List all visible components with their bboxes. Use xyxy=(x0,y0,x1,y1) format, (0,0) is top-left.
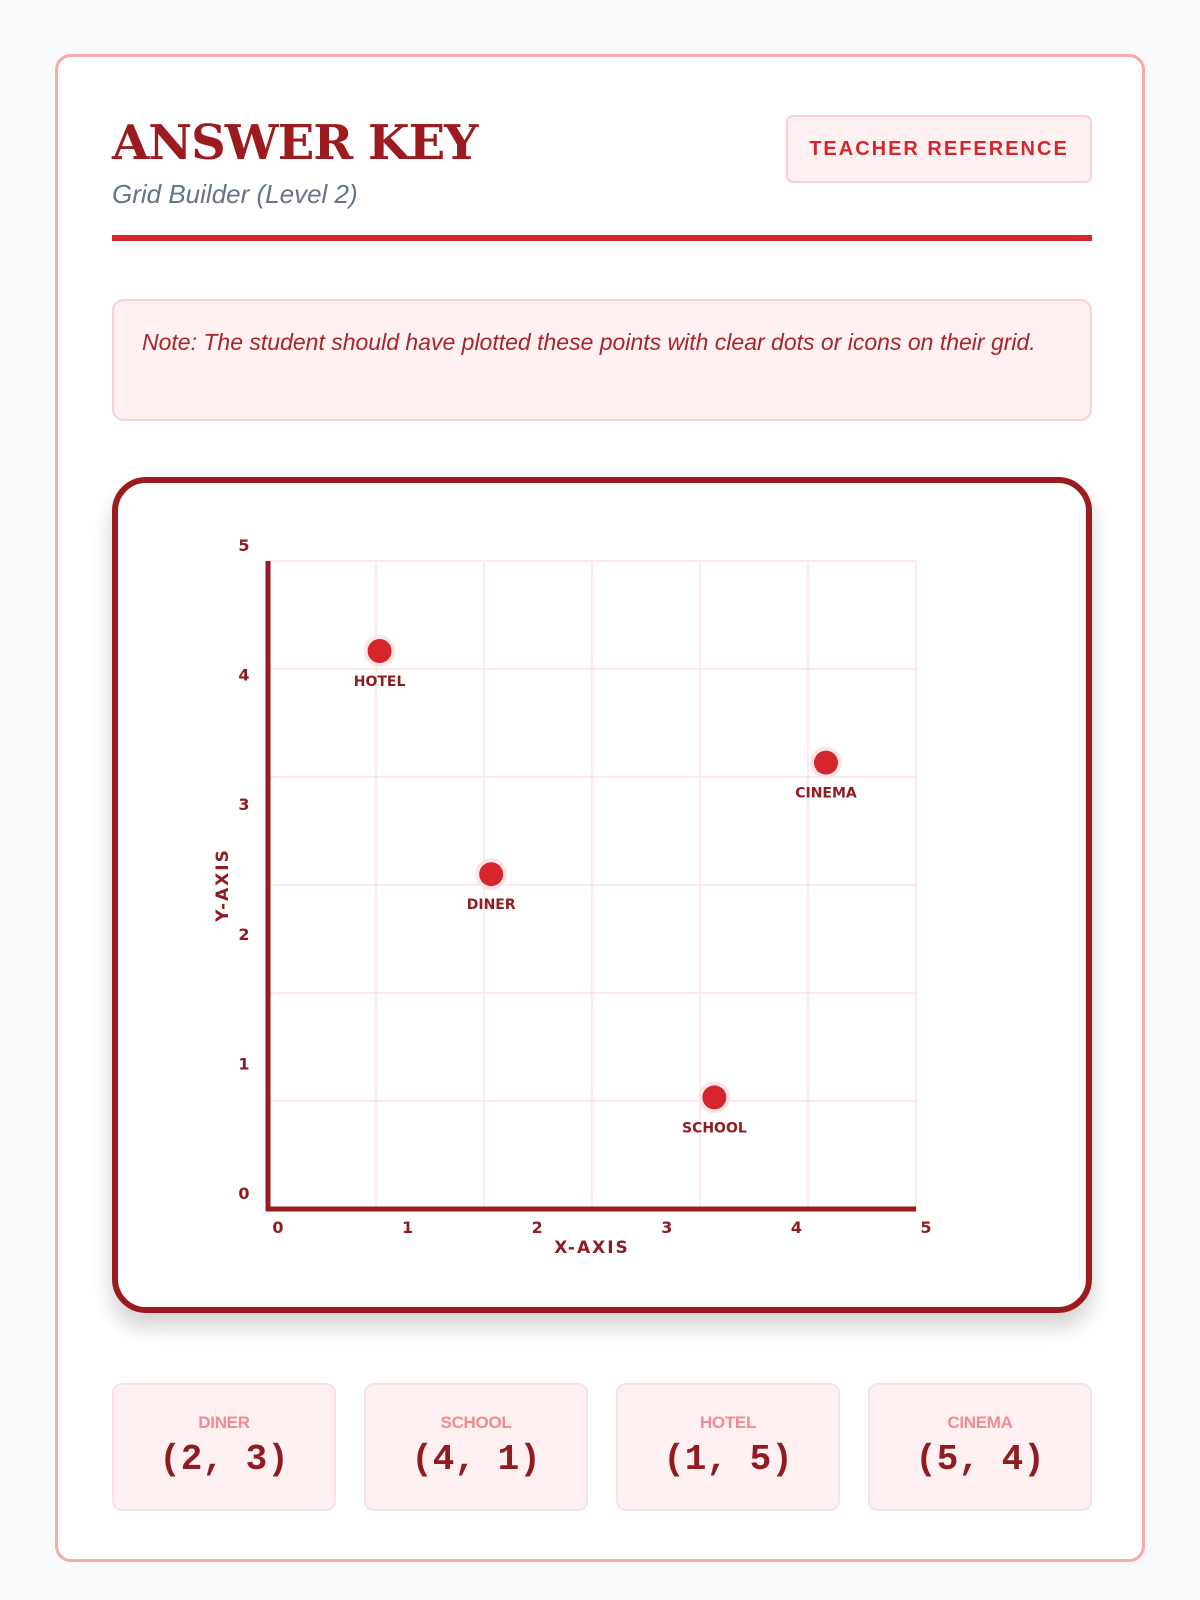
x-axis-title: X-AXIS xyxy=(554,1238,630,1258)
answer-cards xyxy=(112,1383,1092,1511)
y-axis-title: Y-AXIS xyxy=(213,848,233,922)
answer-card-coordinate: (5, 4) xyxy=(915,1439,1045,1480)
y-tick-label: 2 xyxy=(238,924,250,944)
teacher-reference-badge: TEACHER REFERENCE xyxy=(786,115,1092,183)
x-tick-label: 2 xyxy=(531,1218,543,1237)
answer-card-school xyxy=(364,1383,588,1511)
axes xyxy=(266,561,916,1211)
point-hotel xyxy=(354,635,406,690)
point-label: DINER xyxy=(466,897,516,914)
grid-lines xyxy=(268,561,916,1209)
x-tick-label: 1 xyxy=(402,1218,414,1237)
answer-card-coordinate: (1, 5) xyxy=(663,1439,793,1480)
point-dot xyxy=(479,862,503,886)
x-tick-label: 0 xyxy=(272,1218,284,1237)
teacher-note: Note: The student should have plotted these points with clear dots or icons on their grid. xyxy=(112,299,1092,421)
answer-card-diner xyxy=(112,1383,336,1511)
point-dot xyxy=(368,639,392,663)
tick-labels xyxy=(238,536,931,1237)
answer-card-label: CINEMA xyxy=(947,1413,1013,1432)
y-tick-label: 3 xyxy=(238,795,250,815)
header xyxy=(112,115,1092,245)
page-title: ANSWER KEY xyxy=(112,115,478,171)
x-tick-label: 5 xyxy=(920,1218,932,1237)
coordinate-grid-chart xyxy=(118,483,1086,1307)
answer-card-coordinate: (2, 3) xyxy=(159,1439,289,1480)
point-label: HOTEL xyxy=(353,674,406,690)
x-tick-label: 3 xyxy=(661,1218,673,1237)
answer-card-coordinate: (4, 1) xyxy=(411,1439,541,1480)
y-tick-label: 0 xyxy=(238,1184,250,1203)
answer-card-label: HOTEL xyxy=(699,1413,757,1432)
answer-card-cinema xyxy=(868,1383,1092,1511)
point-school xyxy=(682,1081,747,1136)
page-subtitle: Grid Builder (Level 2) xyxy=(112,179,358,209)
y-tick-label: 5 xyxy=(238,536,250,555)
header-divider xyxy=(112,235,1092,241)
answer-card-hotel xyxy=(616,1383,840,1511)
point-cinema xyxy=(795,747,857,802)
coordinate-grid-card xyxy=(112,477,1092,1313)
answer-card-label: SCHOOL xyxy=(440,1413,512,1432)
point-dot xyxy=(814,751,838,775)
x-tick-label: 4 xyxy=(790,1218,802,1237)
answer-card-label: DINER xyxy=(198,1413,250,1432)
point-label: SCHOOL xyxy=(681,1120,747,1137)
answer-key-sheet xyxy=(55,54,1145,1562)
point-dot xyxy=(702,1085,726,1109)
point-label: CINEMA xyxy=(795,785,857,802)
y-tick-label: 4 xyxy=(238,665,250,685)
y-tick-label: 1 xyxy=(238,1054,250,1074)
